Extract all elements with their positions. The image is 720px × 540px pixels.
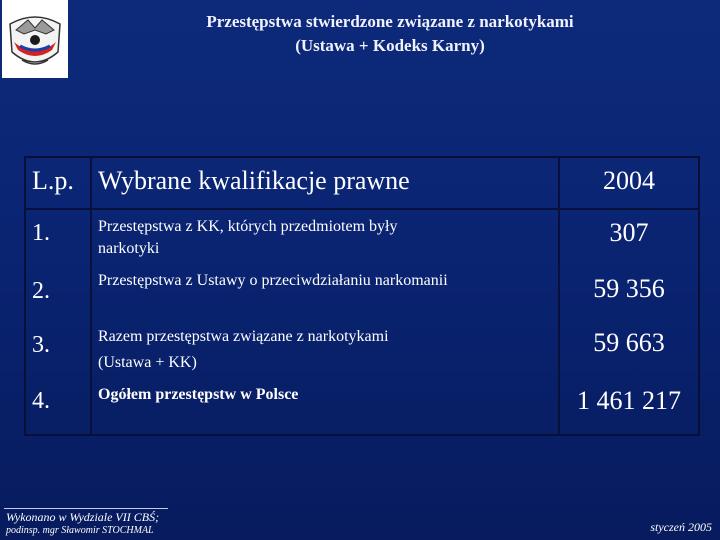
- header-name: Wybrane kwalifikacje prawne: [98, 166, 410, 195]
- row-name: [98, 324, 558, 376]
- row-lp: 2.: [32, 278, 50, 304]
- title-line-2: (Ustawa + Kodeks Karny): [295, 36, 485, 55]
- row-value: 307: [609, 218, 649, 247]
- title-line-1: Przestępstwa stwierdzone związane z narkotykami: [206, 12, 574, 31]
- row-lp: 3.: [32, 332, 50, 358]
- footer-prepared-by: podinsp. mgr Sławomir STOCHMAL: [6, 525, 154, 536]
- row-value: 59 663: [593, 328, 665, 357]
- row-name-line-2: narkotyki: [98, 240, 160, 257]
- table-row: [26, 264, 698, 318]
- row-name: [98, 384, 558, 406]
- eagle-emblem-icon: [2, 0, 68, 78]
- data-table: [24, 156, 700, 436]
- row-value: 59 356: [593, 274, 665, 303]
- row-name-line-1: Przestępstwa z Ustawy o przeciwdziałaniu narkomanii: [98, 272, 448, 289]
- row-name: [98, 270, 558, 292]
- row-name: [98, 216, 558, 260]
- row-name-line-2: (Ustawa + KK): [98, 354, 197, 371]
- header-year: 2004: [603, 166, 655, 195]
- row-name-line-1: Przestępstwa z KK, których przedmiotem były: [98, 218, 398, 235]
- row-lp: 1.: [32, 220, 50, 246]
- row-value: 1 461 217: [577, 386, 681, 415]
- table-row: [26, 318, 698, 376]
- footer-date: styczeń 2005: [650, 520, 712, 534]
- row-name-line-1: Ogółem przestępstw w Polsce: [98, 386, 299, 403]
- header-lp: L.p.: [32, 166, 74, 195]
- table-header-row: [26, 158, 698, 208]
- footer-made-in: Wykonano w Wydziale VII CBŚ;: [6, 510, 160, 524]
- table-row: [26, 378, 698, 432]
- row-name-line-1: Razem przestępstwa związane z narkotykami: [98, 328, 389, 345]
- row-lp: 4.: [32, 388, 50, 414]
- footer-divider: [4, 508, 168, 509]
- page-title: [120, 10, 660, 58]
- table-row: [26, 210, 698, 264]
